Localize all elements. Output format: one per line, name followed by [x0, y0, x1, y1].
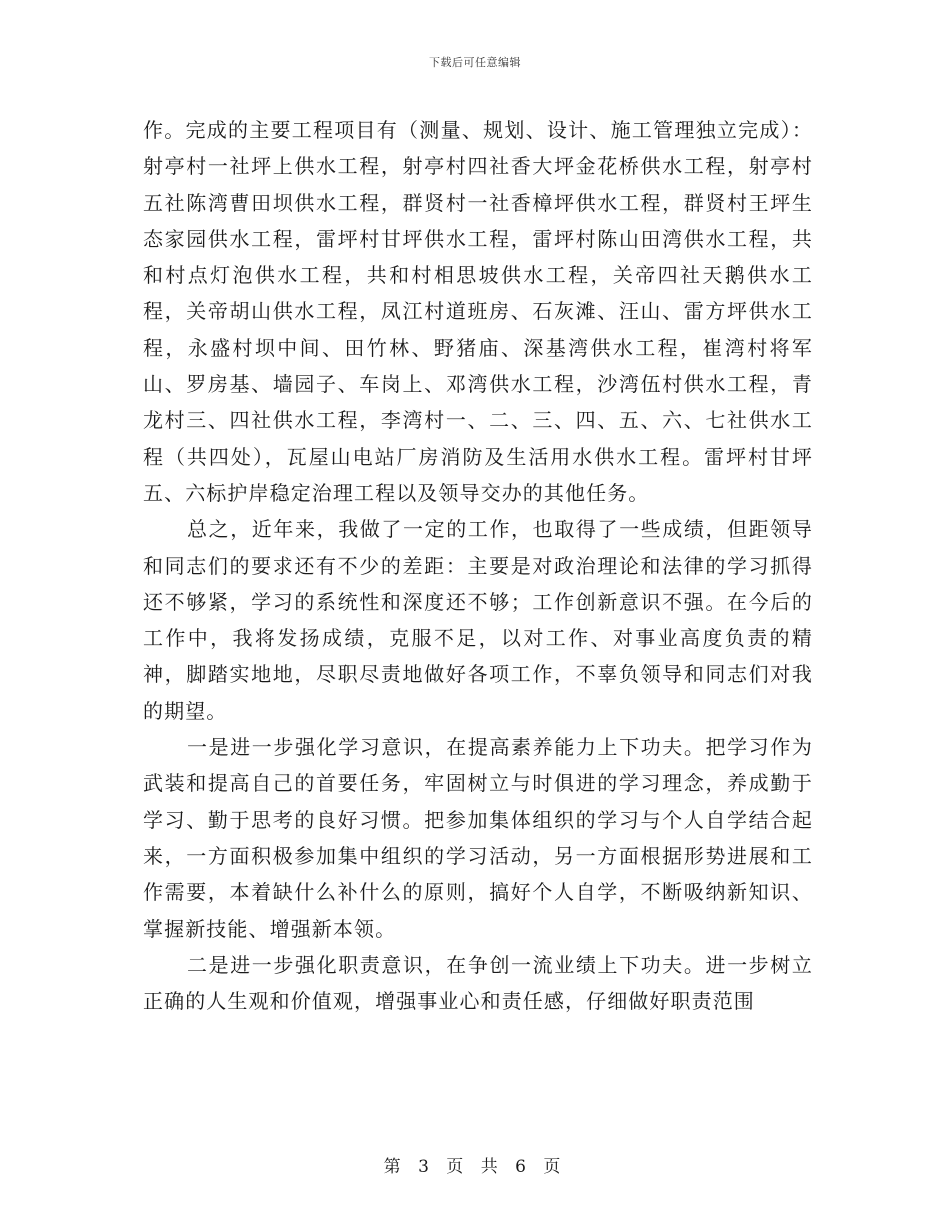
page-number-footer: 第 3 页 共 6 页	[383, 1157, 567, 1177]
document-body	[143, 112, 813, 1019]
page-header: 下载后可任意编辑	[429, 56, 521, 69]
paragraph-4: 二是进一步强化职责意识，在争创一流业绩上下功夫。进一步树立正确的人生观和价值观，增强事业心和责任感，仔细做好职责范围	[143, 952, 813, 1014]
paragraph-2: 总之，近年来，我做了一定的工作，也取得了一些成绩，但距领导和同志们的要求还有不少的差距：主要是对政治理论和法律的学习抓得还不够紧，学习的系统性和深度还不够；工作创新意识不强。在今后的工作中，我将发扬成绩，克服不足，以对工作、对事业高度负责的精神，脚踏实地地，尽职尽责地做好各项工作，不辜负领导和同志们对我的期望。	[143, 517, 813, 723]
paragraph-1: 作。完成的主要工程项目有（测量、规划、设计、施工管理独立完成）：射亭村一社坪上供水工程，射亭村四社香大坪金花桥供水工程，射亭村五社陈湾曹田坝供水工程，群贤村一社香樟坪供水工程，群贤村王坪生态家园供水工程，雷坪村甘坪供水工程，雷坪村陈山田湾供水工程，共和村点灯泡供水工程，共和村相思坡供水工程，关帝四社天鹅供水工程，关帝胡山供水工程，凤江村道班房、石灰滩、汪山、雷方坪供水工程，永盛村坝中间、田竹林、野猪庙、深基湾供水工程，崔湾村将军山、罗房基、墙园子、车岗上、邓湾供水工程，沙湾伍村供水工程，青龙村三、四社供水工程，李湾村一、二、三、四、五、六、七社供水工程（共四处），瓦屋山电站厂房消防及生活用水供水工程。雷坪村甘坪五、六标护岸稳定治理工程以及领导交办的其他任务。	[143, 118, 813, 505]
paragraph-3: 一是进一步强化学习意识，在提高素养能力上下功夫。把学习作为武装和提高自己的首要任务，牢固树立与时俱进的学习理念，养成勤于学习、勤于思考的良好习惯。把参加集体组织的学习与个人自学结合起来，一方面积极参加集中组织的学习活动，另一方面根据形势进展和工作需要，本着缺什么补什么的原则，搞好个人自学，不断吸纳新知识、掌握新技能、增强新本领。	[143, 735, 813, 941]
